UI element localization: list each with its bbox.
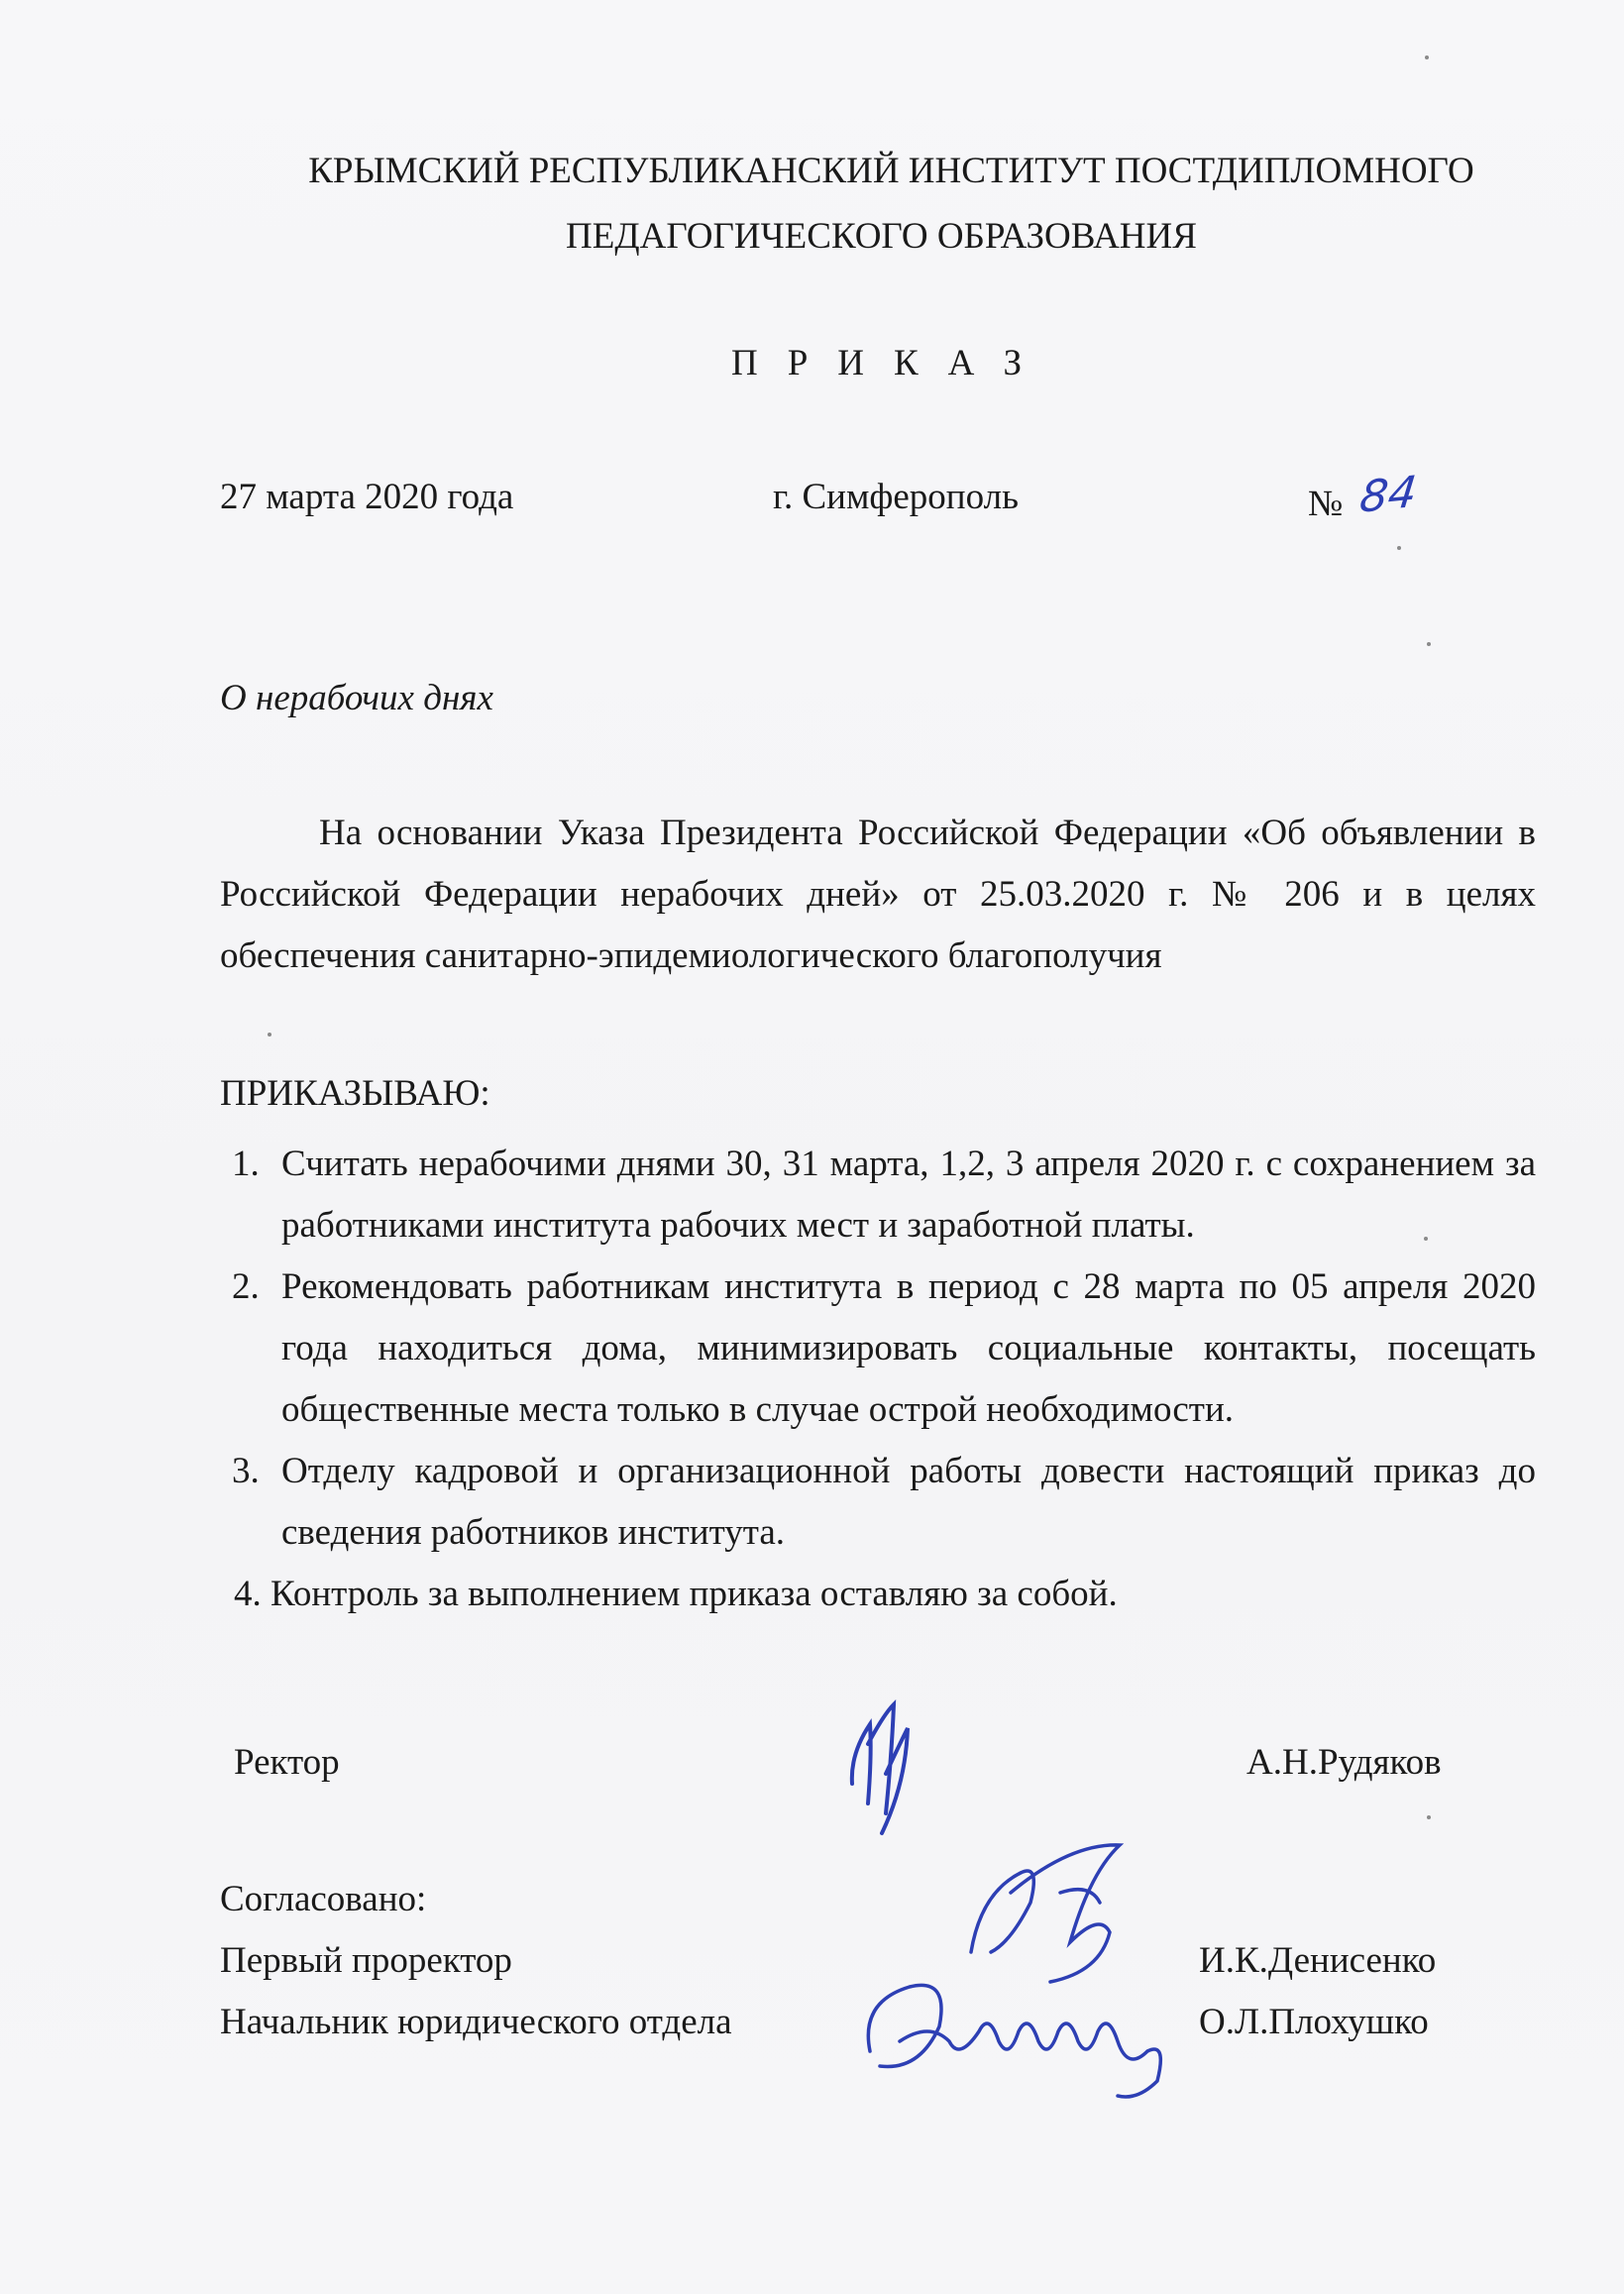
- handwritten-number: 84: [1357, 467, 1420, 523]
- first-prorector-name: И.К.Денисенко: [1199, 1940, 1437, 1981]
- legal-head-title: Начальник юридического отдела: [220, 2002, 732, 2042]
- item-text: Отделу кадровой и организационной работы довести настоящий приказ до сведения работников института.: [281, 1451, 1536, 1553]
- speck: [1397, 546, 1401, 550]
- agreed-label: Согласовано:: [220, 1879, 427, 1919]
- institution-header: [0, 139, 1624, 270]
- order-word: ПРИКАЗЫВАЮ:: [220, 1073, 490, 1114]
- order-items-list: [220, 1134, 1536, 1625]
- item-text: Рекомендовать работникам института в период с 28 марта по 05 апреля 2020 года находиться дома, минимизировать социальные контакты, посещать общественные места только в случае острой необходимости.: [281, 1266, 1536, 1430]
- list-item: [220, 1441, 1536, 1564]
- order-subject: О нерабочих днях: [220, 678, 493, 718]
- header-line-2: ПЕДАГОГИЧЕСКОГО ОБРАЗОВАНИЯ: [566, 216, 1197, 257]
- list-item: [220, 1564, 1536, 1625]
- rector-name: А.Н.Рудяков: [1246, 1742, 1442, 1783]
- legal-signature: [840, 1932, 1197, 2121]
- order-city: г. Симферополь: [773, 477, 1019, 517]
- rector-signature: [812, 1685, 951, 1853]
- speck: [1425, 55, 1429, 59]
- item-number: 2.: [232, 1266, 260, 1307]
- preamble-paragraph: На основании Указа Президента Российской Федерации «Об объявлении в Российской Федерации нерабочих дней» от 25.03.2020 г. № 206 и в целях обеспечения санитарно-эпидемиологического благополучия: [220, 813, 1536, 976]
- order-date: 27 марта 2020 года: [220, 477, 514, 517]
- item-number: 1.: [232, 1144, 260, 1184]
- speck: [1427, 642, 1431, 646]
- speck: [1427, 1815, 1431, 1819]
- item-text: Считать нерабочими днями 30, 31 марта, 1,2, 3 апреля 2020 г. с сохранением за работниками института рабочих мест и заработной платы.: [281, 1144, 1536, 1246]
- item-text: 4. Контроль за выполнением приказа оставляю за собой.: [234, 1574, 1118, 1614]
- legal-head-name: О.Л.Плохушко: [1199, 2002, 1429, 2042]
- header-line-1: КРЫМСКИЙ РЕСПУБЛИКАНСКИЙ ИНСТИТУТ ПОСТДИПЛОМНОГО: [308, 151, 1474, 191]
- list-item: [220, 1256, 1536, 1441]
- first-prorector-title: Первый проректор: [220, 1940, 512, 1981]
- list-item: [220, 1134, 1536, 1256]
- rector-title: Ректор: [234, 1742, 340, 1783]
- speck: [268, 1033, 271, 1037]
- order-title: ПРИКАЗ: [730, 343, 1052, 383]
- order-number: [1308, 467, 1420, 526]
- item-number: 3.: [232, 1451, 260, 1491]
- number-label: №: [1308, 484, 1344, 524]
